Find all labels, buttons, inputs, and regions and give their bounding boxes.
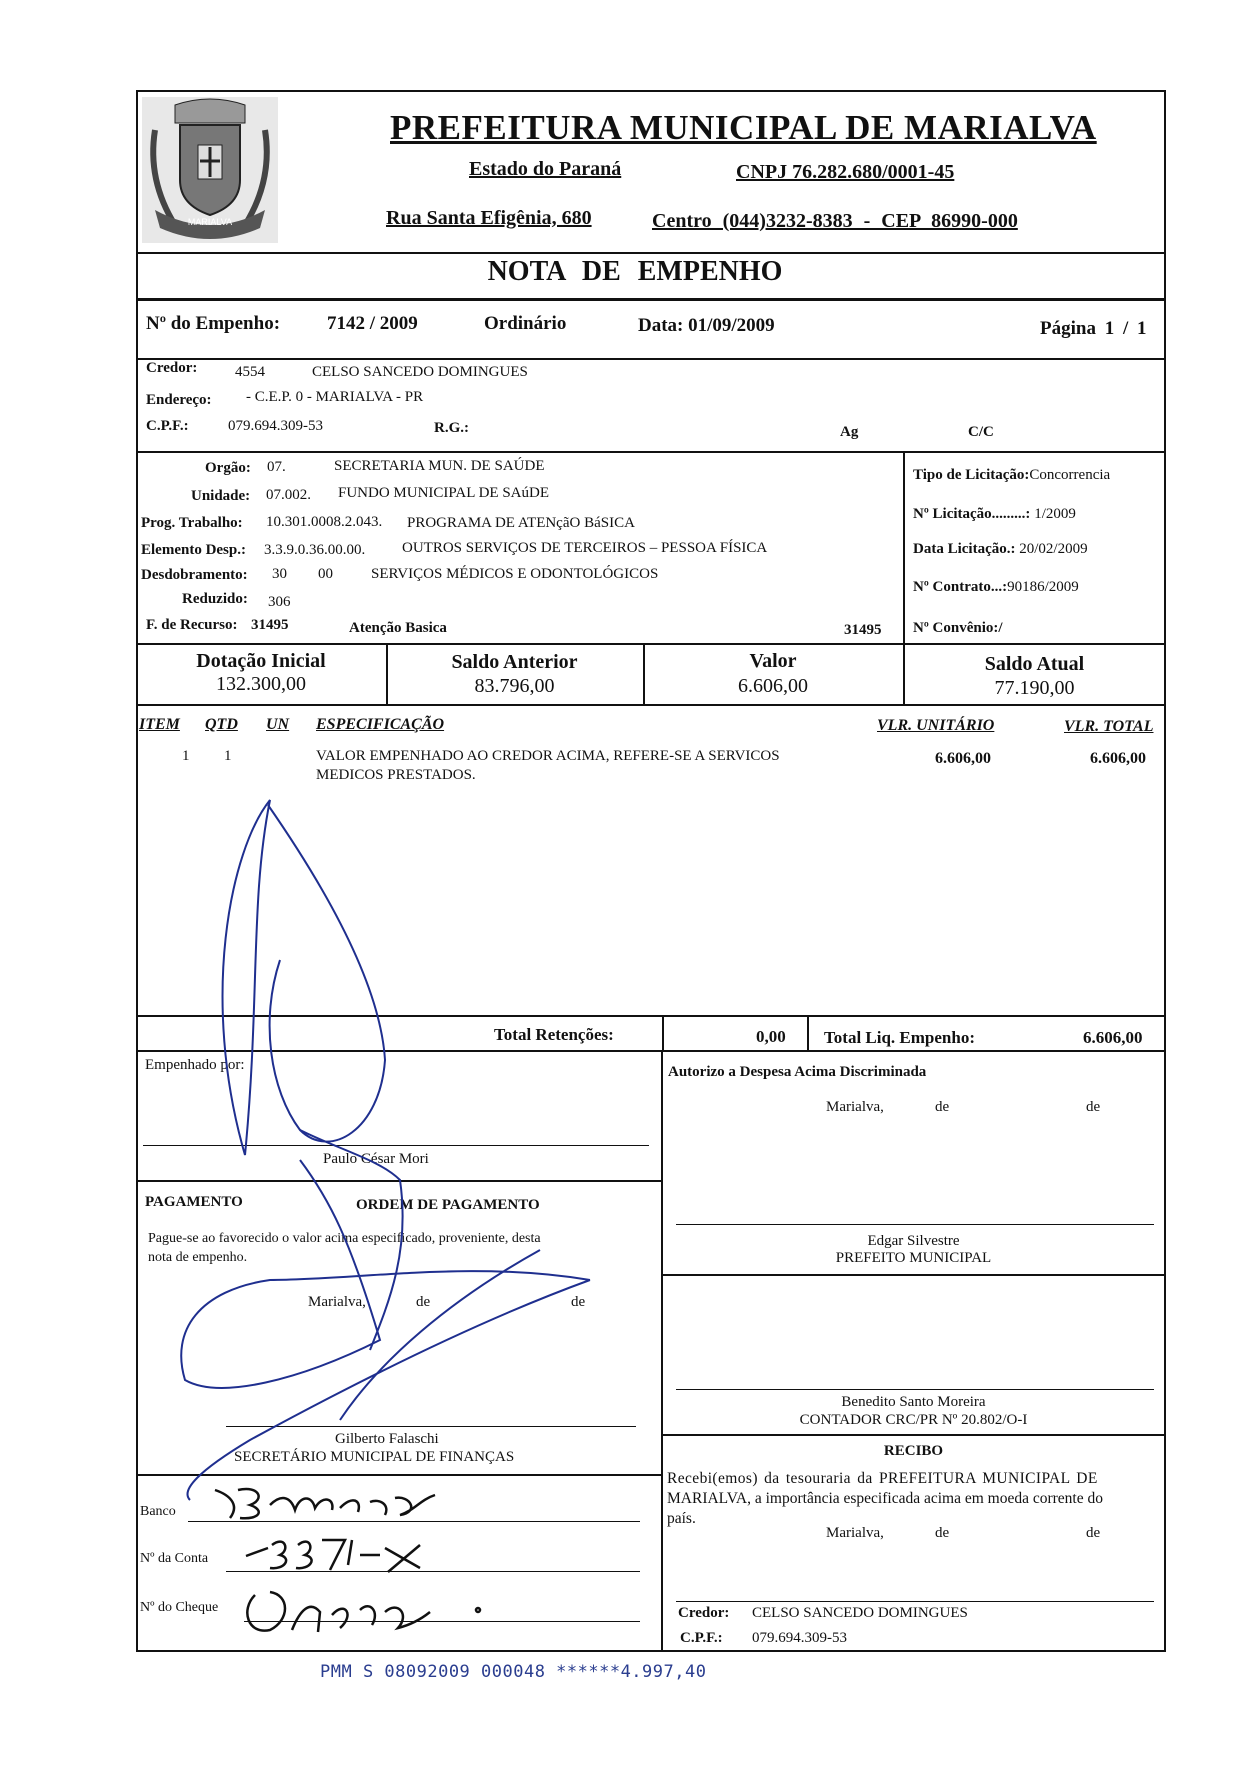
tipo-licitacao-value: Concorrencia — [1029, 467, 1111, 483]
item-spec-line2: MEDICOS PRESTADOS. — [316, 767, 476, 783]
dotacao-value: 132.300,00 — [216, 673, 306, 695]
orgao-name: SECRETARIA MUN. DE SAÚDE — [334, 458, 545, 474]
contrato — [913, 579, 1079, 596]
cc-label: C/C — [968, 424, 994, 440]
recibo-cpf-label: C.P.F.: — [680, 1630, 723, 1646]
banco-label: Banco — [140, 1504, 176, 1519]
recurso-name: Atenção Basica — [349, 620, 447, 636]
convenio-label: Nº Convênio:/ — [913, 620, 1003, 636]
recibo-text-line3: país. — [667, 1510, 696, 1527]
autorizo-de2: de — [1086, 1099, 1101, 1115]
prog-trabalho-name: PROGRAMA DE ATENçãO BáSICA — [407, 515, 635, 531]
empenhado-nome: Paulo César Mori — [323, 1151, 429, 1167]
coat-of-arms — [140, 95, 280, 245]
recibo-credor-nome: CELSO SANCEDO DOMINGUES — [752, 1605, 968, 1621]
pagamento-marialva: Marialva, — [308, 1294, 366, 1310]
saldo-atual-label: Saldo Atual — [984, 653, 1085, 675]
secretario-nome: Gilberto Falaschi — [335, 1431, 439, 1447]
autorizo-label: Autorizo a Despesa Acima Discriminada — [668, 1064, 927, 1080]
pagamento-de2: de — [571, 1294, 586, 1310]
contrato-value: 90186/2009 — [1007, 579, 1079, 595]
pague-text-line1: Pague-se ao favorecido o valor acima especificado, proveniente, desta — [148, 1231, 541, 1246]
col-qtd: QTD — [205, 716, 238, 733]
recibo-text-line2: MARIALVA, a importância especificada acima em moeda corrente do — [667, 1490, 1103, 1507]
col-vlr-total: VLR. TOTAL — [1064, 718, 1154, 735]
col-item: ITEM — [139, 716, 180, 733]
endereco-label: Endereço: — [146, 392, 212, 408]
autorizo-de1: de — [935, 1099, 950, 1115]
reduzido-label: Reduzido: — [182, 591, 248, 607]
item-number: 1 — [182, 748, 190, 764]
prefeito-cargo: PREFEITO MUNICIPAL — [835, 1250, 992, 1266]
valor-label: Valor — [749, 650, 797, 672]
recibo-label: RECIBO — [883, 1443, 944, 1459]
rg-label: R.G.: — [434, 420, 469, 436]
orgao-code: 07. — [267, 459, 286, 475]
empenho-number-label: Nº do Empenho: — [146, 313, 281, 334]
item-spec-line1: VALOR EMPENHADO AO CREDOR ACIMA, REFERE-SE A SERVICOS — [316, 748, 780, 764]
pagamento-de1: de — [416, 1294, 431, 1310]
recurso-code-right: 31495 — [844, 622, 882, 638]
svg-text:MARIALVA: MARIALVA — [187, 217, 233, 227]
col-vlr-unitario: VLR. UNITÁRIO — [877, 717, 995, 734]
municipality-title: PREFEITURA MUNICIPAL DE MARIALVA — [390, 108, 1097, 147]
credor-name: CELSO SANCEDO DOMINGUES — [312, 364, 528, 380]
item-total-value: 6.606,00 — [1090, 750, 1146, 767]
retencoes-label: Total Retenções: — [494, 1025, 614, 1044]
unidade-label: Unidade: — [191, 488, 251, 504]
elemento-code: 3.3.9.0.36.00.00. — [264, 542, 366, 558]
item-unit-value: 6.606,00 — [935, 750, 991, 767]
recibo-marialva: Marialva, — [826, 1525, 884, 1541]
recibo-cpf-value: 079.694.309-53 — [752, 1630, 847, 1646]
saldo-anterior-label: Saldo Anterior — [451, 651, 578, 673]
data-licitacao-label: Data Licitação.: — [913, 541, 1016, 557]
tipo-licitacao — [913, 467, 1110, 484]
orgao-label: Orgão: — [205, 460, 251, 476]
recibo-de2: de — [1086, 1525, 1101, 1541]
secretario-cargo: SECRETÁRIO MUNICIPAL DE FINANÇAS — [234, 1449, 515, 1465]
prefeito-nome: Edgar Silvestre — [867, 1233, 960, 1249]
conta-label: Nº da Conta — [140, 1551, 209, 1566]
empenho-type: Ordinário — [484, 313, 567, 334]
ag-label: Ag — [840, 424, 859, 440]
col-un: UN — [266, 716, 290, 733]
dotacao-label: Dotação Inicial — [196, 650, 326, 672]
elemento-label: Elemento Desp.: — [141, 542, 246, 558]
recurso-value: 31495 — [251, 617, 289, 633]
cnpj-label: CNPJ 76.282.680/0001-45 — [736, 161, 955, 183]
page-number: Página 1 / 1 — [1040, 318, 1147, 339]
liq-empenho-value: 6.606,00 — [1083, 1028, 1143, 1047]
liq-empenho-label: Total Liq. Empenho: — [824, 1028, 975, 1047]
street-label: Rua Santa Efigênia, 680 — [386, 207, 592, 229]
address-rest-label: Centro (044)3232-8383 - CEP 86990-000 — [652, 210, 1018, 232]
ordem-pagamento-label: ORDEM DE PAGAMENTO — [356, 1197, 540, 1213]
endereco-value: - C.E.P. 0 - MARIALVA - PR — [246, 389, 424, 405]
contrato-label: Nº Contrato...: — [913, 579, 1008, 595]
tipo-licitacao-label: Tipo de Licitação: — [913, 467, 1030, 483]
recurso-label: F. de Recurso: — [146, 617, 238, 633]
item-qtd: 1 — [224, 748, 232, 764]
num-licitacao — [913, 506, 1076, 523]
empenhado-por-label: Empenhado por: — [145, 1057, 245, 1073]
unidade-name: FUNDO MUNICIPAL DE SAúDE — [338, 485, 549, 501]
num-licitacao-value: 1/2009 — [1034, 506, 1076, 522]
cheque-label: Nº do Cheque — [140, 1600, 219, 1615]
prog-trabalho-label: Prog. Trabalho: — [141, 515, 243, 531]
recibo-credor-label: Credor: — [678, 1605, 730, 1621]
elemento-name: OUTROS SERVIÇOS DE TERCEIROS – PESSOA FÍSICA — [402, 540, 768, 556]
recibo-text-line1: Recebi(emos) da tesouraria da PREFEITURA MUNICIPAL DE — [667, 1470, 1098, 1487]
valor-value: 6.606,00 — [738, 675, 808, 697]
empenho-date: Data: 01/09/2009 — [638, 315, 775, 336]
prog-trabalho-code: 10.301.0008.2.043. — [266, 514, 383, 530]
contador-cargo: CONTADOR CRC/PR Nº 20.802/O-I — [799, 1412, 1028, 1428]
reduzido-value: 306 — [268, 594, 291, 610]
bank-stamp: PMM S 08092009 000048 ******4.997,40 — [320, 1662, 707, 1682]
state-label: Estado do Paraná — [469, 158, 622, 180]
desdobramento-label: Desdobramento: — [141, 567, 248, 583]
empenho-number: 7142 / 2009 — [327, 313, 418, 334]
data-licitacao-value: 20/02/2009 — [1019, 541, 1088, 557]
credor-label: Credor: — [146, 360, 198, 376]
desdobramento-code2: 00 — [318, 566, 333, 582]
document-title: NOTA DE EMPENHO — [487, 256, 783, 287]
credor-code: 4554 — [235, 364, 265, 380]
desdobramento-name: SERVIÇOS MÉDICOS E ODONTOLÓGICOS — [371, 566, 659, 582]
recibo-de1: de — [935, 1525, 950, 1541]
cpf-value: 079.694.309-53 — [228, 418, 323, 434]
contador-nome: Benedito Santo Moreira — [841, 1394, 986, 1410]
col-spec: ESPECIFICAÇÃO — [316, 716, 445, 733]
retencoes-value: 0,00 — [756, 1027, 786, 1046]
saldo-anterior-value: 83.796,00 — [474, 675, 555, 697]
unidade-code: 07.002. — [266, 487, 311, 503]
pague-text-line2: nota de empenho. — [148, 1250, 248, 1265]
saldo-atual-value: 77.190,00 — [994, 677, 1075, 699]
autorizo-marialva: Marialva, — [826, 1099, 884, 1115]
pagamento-label: PAGAMENTO — [145, 1194, 243, 1210]
num-licitacao-label: Nº Licitação.........: — [913, 506, 1031, 522]
desdobramento-code1: 30 — [272, 566, 287, 582]
cpf-label: C.P.F.: — [146, 418, 189, 434]
data-licitacao — [913, 541, 1088, 558]
